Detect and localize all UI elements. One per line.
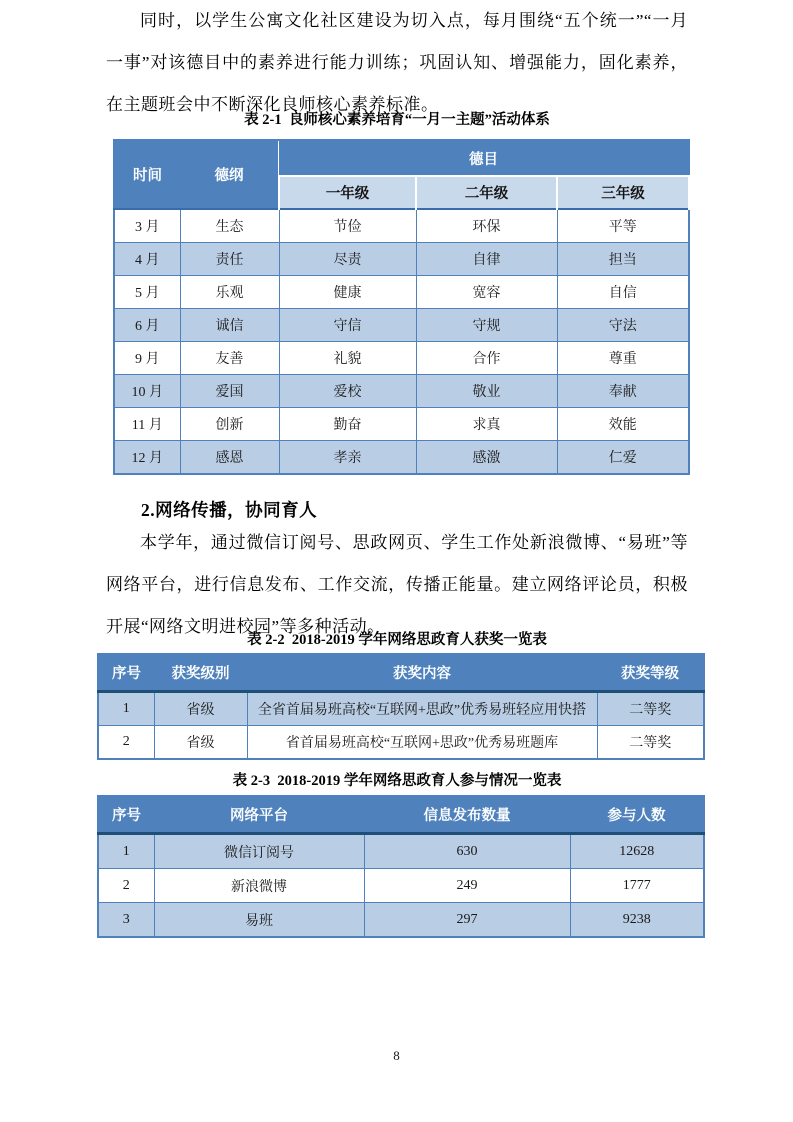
cell: 2 xyxy=(98,726,154,760)
cell: 感恩 xyxy=(180,441,279,475)
table1-caption: 表 2-1 良师核心素养培育“一月一主题”活动体系 xyxy=(244,112,550,128)
cell: 5 月 xyxy=(114,276,180,309)
cell: 省级 xyxy=(154,692,247,726)
cell: 6 月 xyxy=(114,309,180,342)
cell: 创新 xyxy=(180,408,279,441)
cell: 感激 xyxy=(416,441,557,475)
cell: 2 xyxy=(98,869,154,903)
cell: 敬业 xyxy=(416,375,557,408)
header-cell-platform: 网络平台 xyxy=(154,796,364,834)
header-cell-index: 序号 xyxy=(98,654,154,692)
header-cell-time: 时间 xyxy=(114,140,180,209)
table-row xyxy=(98,692,704,726)
table3-participation xyxy=(97,795,705,938)
header-cell-award-content: 获奖内容 xyxy=(247,654,597,692)
header-cell-award-level: 获奖级别 xyxy=(154,654,247,692)
cell: 孝亲 xyxy=(279,441,416,475)
table3-caption: 表 2-3 2018-2019 学年网络思政育人参与情况一览表 xyxy=(232,773,562,789)
cell: 守规 xyxy=(416,309,557,342)
table3-header xyxy=(98,796,704,834)
cell: 11 月 xyxy=(114,408,180,441)
cell: 微信订阅号 xyxy=(154,834,364,869)
table-row xyxy=(114,441,689,475)
cell: 249 xyxy=(364,869,570,903)
table1-monthly-theme-system xyxy=(113,139,690,475)
cell: 奉献 xyxy=(557,375,689,408)
table-row xyxy=(98,796,704,834)
cell: 630 xyxy=(364,834,570,869)
cell: 尽责 xyxy=(279,243,416,276)
table-row xyxy=(98,834,704,869)
section-heading-network: 2.网络传播，协同育人 xyxy=(141,500,318,520)
cell: 12 月 xyxy=(114,441,180,475)
cell: 12628 xyxy=(570,834,704,869)
page-number: 8 xyxy=(393,1048,400,1063)
header-cell-participants: 参与人数 xyxy=(570,796,704,834)
paragraph-intro: 同时，以学生公寓文化社区建设为切入点，每月围绕“五个统一”“一月一事”对该德目中的素养进行能力训练；巩固认知、增强能力，固化素养，在主题班会中不断深化良师核心素养标准。 xyxy=(106,11,688,114)
table-row xyxy=(98,654,704,692)
table2-awards xyxy=(97,653,705,760)
table-row xyxy=(98,726,704,760)
paragraph-network: 本学年，通过微信订阅号、思政网页、学生工作处新浪微博、“易班”等网络平台，进行信息发布、工作交流，传播正能量。建立网络评论员，积极开展“网络文明进校园”等多种活动。 xyxy=(106,533,688,636)
header-cell-post-count: 信息发布数量 xyxy=(364,796,570,834)
table2-caption: 表 2-2 2018-2019 学年网络思政育人获奖一览表 xyxy=(247,632,547,648)
header-cell-index: 序号 xyxy=(98,796,154,834)
cell: 平等 xyxy=(557,209,689,243)
table-row xyxy=(98,903,704,938)
table1-header xyxy=(114,140,689,209)
table-row xyxy=(114,243,689,276)
cell: 健康 xyxy=(279,276,416,309)
cell: 尊重 xyxy=(557,342,689,375)
cell: 效能 xyxy=(557,408,689,441)
cell: 环保 xyxy=(416,209,557,243)
cell: 9238 xyxy=(570,903,704,938)
cell: 易班 xyxy=(154,903,364,938)
cell: 求真 xyxy=(416,408,557,441)
header-cell-virtue-outline: 德纲 xyxy=(180,140,279,209)
cell: 1 xyxy=(98,692,154,726)
cell: 10 月 xyxy=(114,375,180,408)
header-cell-grade3: 三年级 xyxy=(557,176,689,209)
table-row xyxy=(114,276,689,309)
cell: 二等奖 xyxy=(597,692,704,726)
cell: 勤奋 xyxy=(279,408,416,441)
cell: 守法 xyxy=(557,309,689,342)
cell: 礼貌 xyxy=(279,342,416,375)
table-row xyxy=(114,140,689,176)
cell: 自信 xyxy=(557,276,689,309)
header-cell-virtue-items: 德目 xyxy=(279,140,689,176)
cell: 4 月 xyxy=(114,243,180,276)
cell: 自律 xyxy=(416,243,557,276)
cell: 省级 xyxy=(154,726,247,760)
table-row xyxy=(98,869,704,903)
cell: 省首届易班高校“互联网+思政”优秀易班题库 xyxy=(247,726,597,760)
cell: 新浪微博 xyxy=(154,869,364,903)
cell: 责任 xyxy=(180,243,279,276)
table-row xyxy=(114,408,689,441)
cell: 生态 xyxy=(180,209,279,243)
cell: 9 月 xyxy=(114,342,180,375)
table2-header xyxy=(98,654,704,692)
cell: 合作 xyxy=(416,342,557,375)
cell: 1 xyxy=(98,834,154,869)
cell: 全省首届易班高校“互联网+思政”优秀易班轻应用快搭 xyxy=(247,692,597,726)
header-cell-award-grade: 获奖等级 xyxy=(597,654,704,692)
cell: 诚信 xyxy=(180,309,279,342)
cell: 节俭 xyxy=(279,209,416,243)
table-row xyxy=(114,342,689,375)
header-cell-grade1: 一年级 xyxy=(279,176,416,209)
cell: 3 xyxy=(98,903,154,938)
cell: 友善 xyxy=(180,342,279,375)
cell: 守信 xyxy=(279,309,416,342)
cell: 二等奖 xyxy=(597,726,704,760)
cell: 乐观 xyxy=(180,276,279,309)
cell: 1777 xyxy=(570,869,704,903)
cell: 爱国 xyxy=(180,375,279,408)
table-row xyxy=(114,375,689,408)
cell: 爱校 xyxy=(279,375,416,408)
cell: 仁爱 xyxy=(557,441,689,475)
table-row xyxy=(114,309,689,342)
cell: 3 月 xyxy=(114,209,180,243)
header-cell-grade2: 二年级 xyxy=(416,176,557,209)
cell: 担当 xyxy=(557,243,689,276)
table-row xyxy=(114,209,689,243)
cell: 宽容 xyxy=(416,276,557,309)
cell: 297 xyxy=(364,903,570,938)
